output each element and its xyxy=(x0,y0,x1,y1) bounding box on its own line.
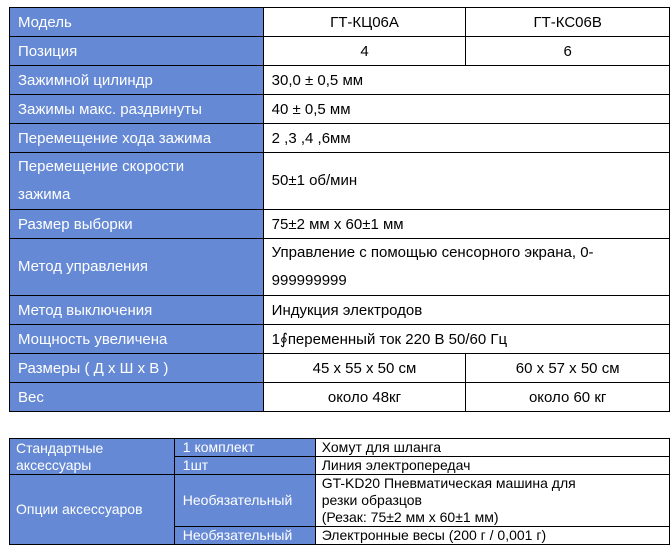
optional-qty-2: Необязательный xyxy=(174,527,315,545)
model-b: ГТ-КС06В xyxy=(466,8,670,37)
control-value xyxy=(263,239,669,296)
standard-accessories-label xyxy=(10,439,175,475)
table-row xyxy=(10,383,670,412)
model-a: ГТ-КЦ06А xyxy=(263,8,466,37)
position-b: 6 xyxy=(466,37,670,66)
speed-label xyxy=(10,153,264,210)
table-row xyxy=(10,439,670,457)
sample-size-value: 75±2 мм x 60±1 мм xyxy=(263,210,669,239)
accessories-table xyxy=(9,438,670,545)
table-row xyxy=(10,95,670,124)
control-value-line2: 999999999 xyxy=(271,272,347,289)
table-row xyxy=(10,325,670,354)
table-row xyxy=(10,37,670,66)
standard-label-line2: аксессуары xyxy=(16,456,92,473)
table-row xyxy=(10,354,670,383)
speed-value: 50±1 об/мин xyxy=(263,153,669,210)
power-label: Мощность увеличена xyxy=(10,325,264,354)
dimensions-a: 45 x 55 x 50 см xyxy=(263,354,466,383)
table-row xyxy=(10,66,670,95)
dimensions-label: Размеры ( Д x Ш x В ) xyxy=(10,354,264,383)
optional-item-1-line2: резки образцов xyxy=(321,492,422,508)
stroke-value: 2 ,3 ,4 ,6мм xyxy=(263,124,669,153)
shutdown-label: Метод выключения xyxy=(10,296,264,325)
speed-label-line1: Перемещение скорости xyxy=(18,158,185,175)
sample-size-label: Размер выборки xyxy=(10,210,264,239)
position-label: Позиция xyxy=(10,37,264,66)
weight-a: около 48кг xyxy=(263,383,466,412)
table-row xyxy=(10,210,670,239)
position-a: 4 xyxy=(263,37,466,66)
optional-qty-1: Необязательный xyxy=(174,475,315,527)
stroke-label: Перемещение хода зажима xyxy=(10,124,264,153)
standard-qty-1: 1 комплект xyxy=(174,439,315,457)
optional-item-2: Электронные весы (200 г / 0,001 г) xyxy=(315,527,669,545)
standard-qty-2: 1шт xyxy=(174,457,315,475)
clamp-cylinder-value: 30,0 ± 0,5 мм xyxy=(263,66,669,95)
optional-item-1-line1: GT-KD20 Пневматическая машина для xyxy=(321,475,576,491)
optional-accessories-label: Опции аксессуаров xyxy=(10,475,175,545)
table-row xyxy=(10,124,670,153)
optional-item-1-line3: (Резак: 75±2 мм x 60±1 мм) xyxy=(321,509,499,525)
speed-label-line2: зажима xyxy=(18,186,71,203)
shutdown-value: Индукция электродов xyxy=(263,296,669,325)
clamp-max-value: 40 ± 0,5 мм xyxy=(263,95,669,124)
standard-item-2: Линия электропередач xyxy=(315,457,669,475)
table-row xyxy=(10,296,670,325)
weight-label: Вес xyxy=(10,383,264,412)
optional-item-1 xyxy=(315,475,669,527)
model-label: Модель xyxy=(10,8,264,37)
weight-b: около 60 кг xyxy=(466,383,670,412)
table-row xyxy=(10,8,670,37)
table-row xyxy=(10,153,670,210)
control-value-line1: Управление с помощью сенсорного экрана, 0- xyxy=(271,244,594,261)
clamp-cylinder-label: Зажимной цилиндр xyxy=(10,66,264,95)
standard-item-1: Хомут для шланга xyxy=(315,439,669,457)
control-label: Метод управления xyxy=(10,239,264,296)
standard-label-line1: Стандартные xyxy=(16,439,104,456)
specifications-table xyxy=(9,7,670,412)
power-value: 1∮переменный ток 220 В 50/60 Гц xyxy=(263,325,669,354)
table-row xyxy=(10,239,670,296)
table-row xyxy=(10,475,670,527)
clamp-max-label: Зажимы макс. раздвинуты xyxy=(10,95,264,124)
dimensions-b: 60 x 57 x 50 см xyxy=(466,354,670,383)
